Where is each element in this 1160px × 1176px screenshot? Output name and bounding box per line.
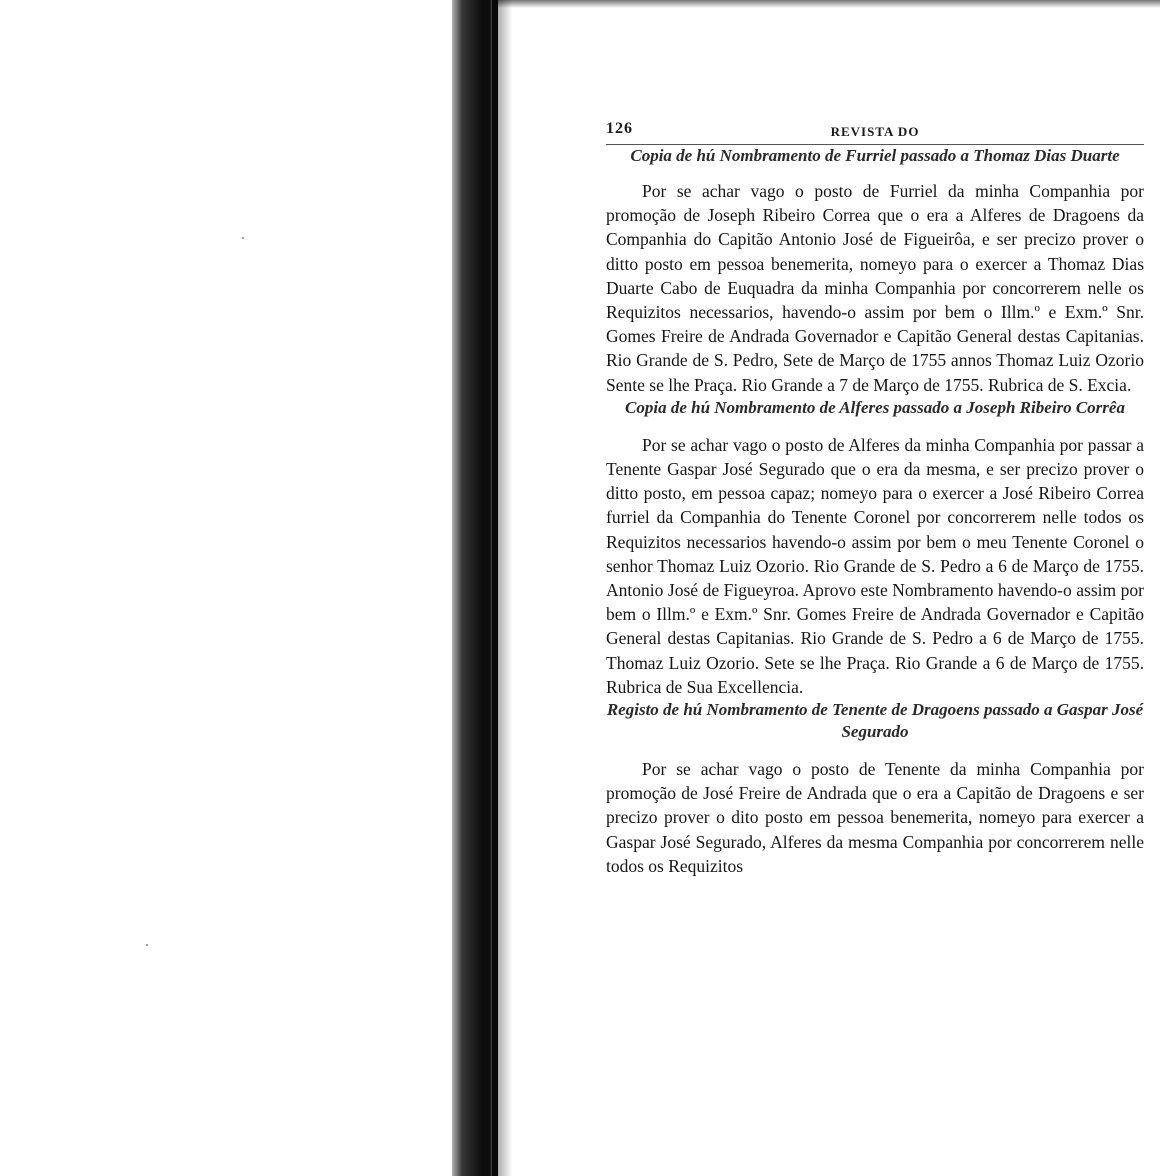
book-spine-edge	[492, 0, 498, 1176]
page-top-shadow	[498, 0, 1160, 8]
running-head	[606, 118, 1144, 145]
section-title: Copia de hú Nombramento de Furriel passado a Thomaz Dias Duarte	[630, 146, 1120, 165]
journal-title: REVISTA DO	[830, 124, 920, 139]
section-body: Por se achar vago o posto de Furriel da minha Companhia por promoção de Joseph Ribeiro Correa que o era a Alferes de Dragoens da Companhia do Capitão Antonio José de Figueirôa, e ser precizo prover o ditto posto em pessoa benemerita, nomeyo para o exercer a Thomaz Dias Duarte Cabo de Euquadra da minha Companhia por concorrerem nelle os Requizitos necessarios, havendo-o assim por bem o Illm.º e Exm.º Snr. Gomes Freire de Andrada Governador e Capitão General destas Capitanias. Rio Grande de S. Pedro, Sete de Março de 1755 annos Thomaz Luiz Ozorio Sente se lhe Praça. Rio Grande a 7 de Março de 1755. Rubrica de S. Excia.	[606, 181, 1144, 395]
book-page	[606, 118, 1144, 878]
scan-speck	[242, 237, 244, 239]
section-title: Copia de hú Nombramento de Alferes passado a Joseph Ribeiro Corrêa	[625, 397, 1125, 417]
section-body: Por se achar vago o posto de Tenente da minha Companhia por promoção de José Freire de Andrada que o era a Capitão de Dragoens e ser precizo prover o dito posto em pessoa benemerita, nomeyo para exercer a Gaspar José Segurado, Alferes da mesma Companhia por concorrerem nelle todos os Requizitos	[606, 759, 1144, 876]
scan-speck	[146, 944, 148, 946]
book-gutter-shadow	[452, 0, 512, 1176]
page-number: 126	[606, 120, 633, 137]
section-title: Registo de hú Nombramento de Tenente de Dragoens passado a Gaspar José Segurado	[606, 700, 1144, 742]
section-body: Por se achar vago o posto de Alferes da minha Companhia por passar a Tenente Gaspar José Segurado que o era da mesma, e ser precizo prover o ditto posto, em pessoa capaz; nomeyo para o exercer a José Ribeiro Correa furriel da Companhia do Tenente Coronel por concorrerem nelle todos os Requizitos necessarios havendo-o assim por bem o meu Tenente Coronel o senhor Thomaz Luiz Ozorio. Rio Grande de S. Pedro a 6 de Março de 1755. Antonio José de Figueyroa. Aprovo este Nombramento havendo-o assim por bem o Illm.º e Exm.º Snr. Gomes Freire de Andrada Governador e Capitão General destas Capitanias. Rio Grande de S. Pedro a 6 de Março de 1755. Thomaz Luiz Ozorio. Sete se lhe Praça. Rio Grande a 6 de Março de 1755. Rubrica de Sua Excellencia.	[606, 434, 1144, 697]
